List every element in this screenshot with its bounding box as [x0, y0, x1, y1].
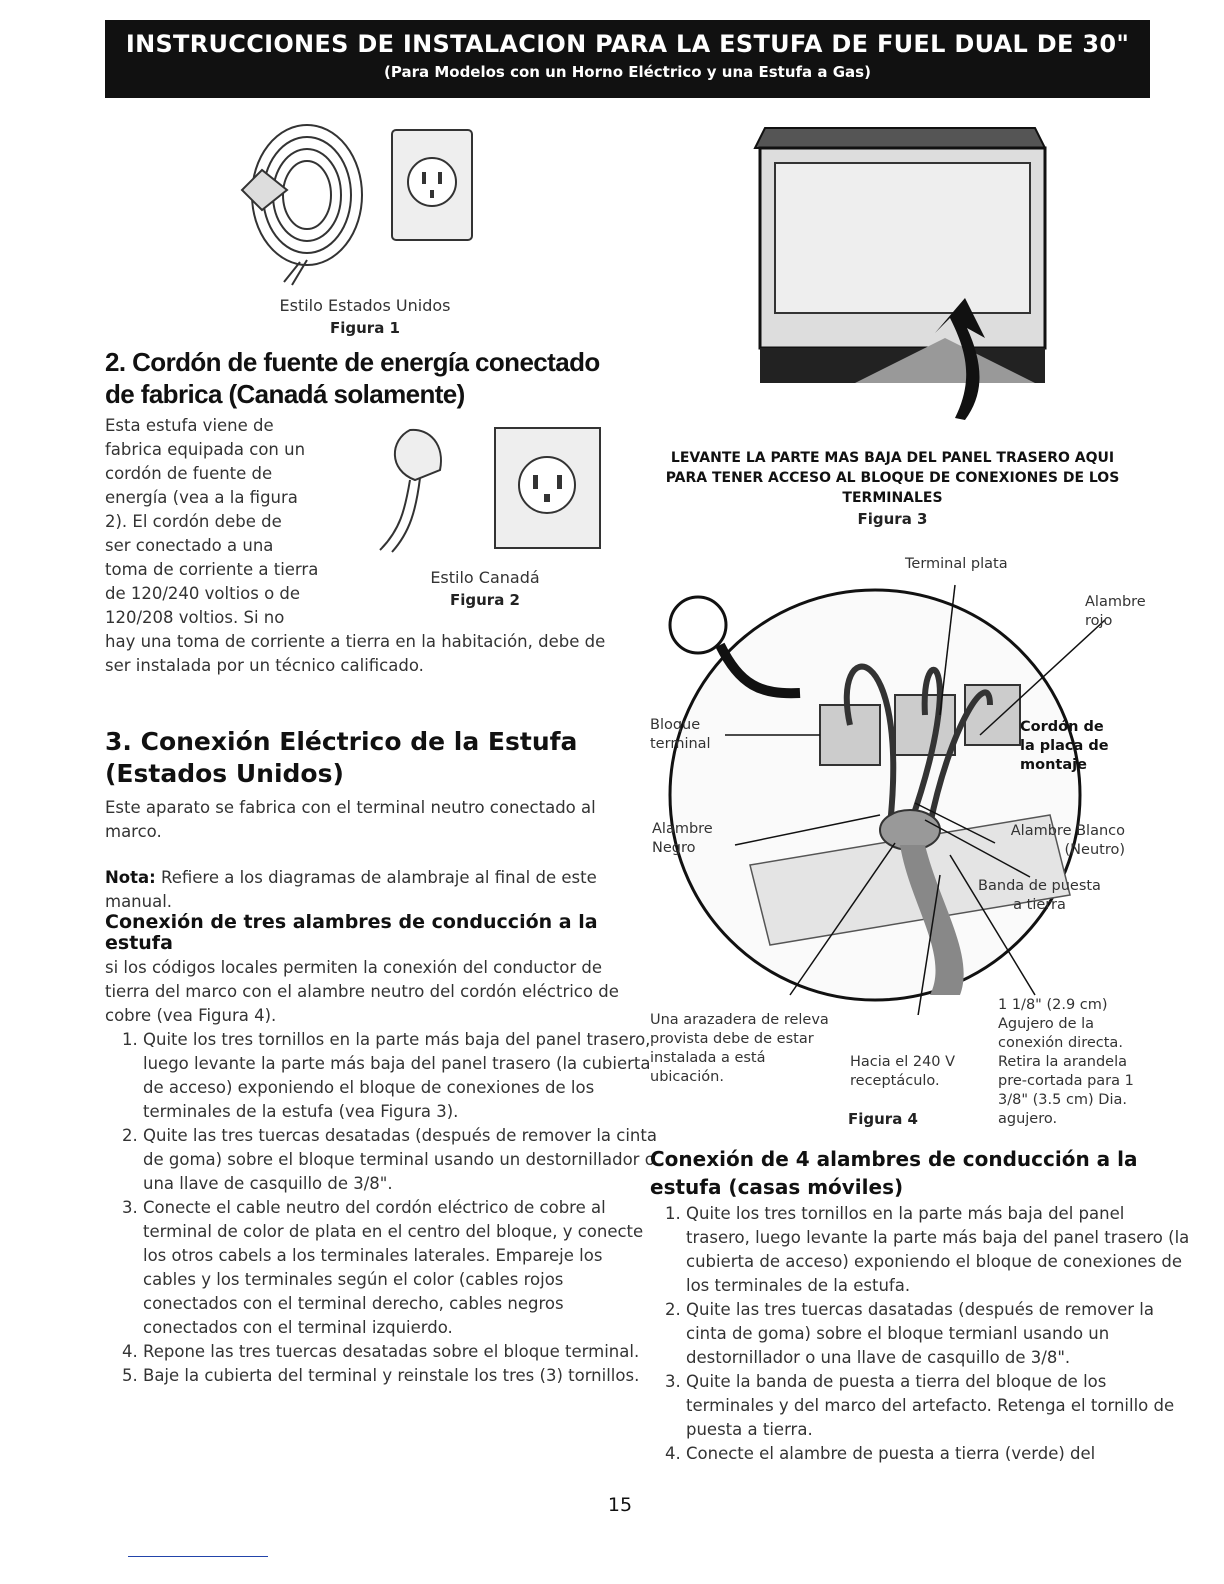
- header-title: INSTRUCCIONES DE INSTALACION PARA LA ESTUFA DE FUEL DUAL DE 30": [125, 30, 1130, 58]
- section2-title: 2. Cordón de fuente de energía conectado de fabrica (Canadá solamente): [105, 347, 600, 409]
- section3-steps: [105, 1028, 658, 1388]
- note-text: Refiere a los diagramas de alambraje al final de este manual.: [105, 868, 597, 911]
- section2-line: 2). El cordón debe de: [105, 512, 282, 531]
- section2-line: 120/208 voltios. Si no: [105, 608, 285, 627]
- section2-line: ser conectado a una: [105, 536, 274, 555]
- header-banner: [105, 20, 1150, 98]
- list-item: 2. Quite las tres tuercas dasatadas (después de remover la cinta de goma) sobre el bloque termianl usando un destornillador o una llave de casquillo de 3/8".: [686, 1298, 1191, 1370]
- section3-note: [105, 866, 620, 914]
- label-alambre-blanco: Alambre Blanco (Neutro): [1010, 823, 1125, 858]
- section3-title: 3. Conexión Eléctrico de la Estufa (Estados Unidos): [105, 727, 578, 788]
- label-cordon-placa: Cordón de la placa de montaje: [1020, 719, 1109, 773]
- label-alambre-rojo: Alambre rojo: [1085, 594, 1146, 629]
- section3-subintro: si los códigos locales permiten la conexión del conductor de tierra del marco con el alambre neutro del cordón eléctrico de cobre (vea Figura 4).: [105, 958, 619, 1025]
- figure2-plug-illustration: [370, 420, 610, 560]
- label-banda-tierra: Banda de puesta a tierra: [978, 878, 1101, 913]
- label-alambre-negro: Alambre Negro: [652, 821, 713, 856]
- section2-line: toma de corriente a tierra: [105, 560, 319, 579]
- figure3-range-illustration: [745, 108, 1060, 428]
- list-item: 4. Repone las tres tuercas desatadas sobre el bloque terminal.: [143, 1340, 658, 1364]
- section2-tail: hay una toma de corriente a tierra en la habitación, debe de ser instalada por un técnico calificado.: [105, 632, 606, 675]
- section2-body-lines: [105, 414, 395, 630]
- figure2-label: Figura 2: [450, 591, 520, 609]
- header-subtitle: (Para Modelos con un Horno Eléctrico y una Estufa a Gas): [384, 63, 871, 81]
- figure3-label: Figura 3: [857, 510, 928, 528]
- label-agujero: 1 1/8" (2.9 cm) Agujero de la conexión directa. Retira la arandela pre-cortada para 1 3/8" (3.5 cm) Dia. agujero.: [998, 997, 1134, 1127]
- list-item: 1. Quite los tres tornillos en la parte más baja del panel trasero, luego levante la parte más baja del panel trasero (la cubierta de acceso) exponiendo el bloque de conexiones de los terminales de la estufa (vea Figura 3).: [143, 1028, 658, 1124]
- figure1-cord-illustration: [232, 110, 482, 300]
- figure4-wiring-diagram: [650, 575, 1150, 1015]
- figure2-caption: Estilo Canadá: [430, 568, 540, 587]
- list-item: 5. Baje la cubierta del terminal y reinstale los tres (3) tornillos.: [143, 1364, 658, 1388]
- list-item: 3. Conecte el cable neutro del cordón eléctrico de cobre al terminal de color de plata en el centro del bloque, y conecte los otros cabels a los terminales laterales. Empareje los cables y los terminales según el color (cables rojos conectados con el terminal derecho, cables negros conectados con el terminal izquierdo.: [143, 1196, 658, 1340]
- footer-rule: [128, 1556, 268, 1557]
- section4-steps: [648, 1202, 1191, 1466]
- section3-subheading: Conexión de tres alambres de conducción a la estufa: [105, 911, 598, 954]
- figure4-label: Figura 4: [848, 1110, 918, 1128]
- page-number: 15: [607, 1494, 633, 1516]
- label-hacia-240v: Hacia el 240 V receptáculo.: [850, 1054, 956, 1089]
- note-label: Nota:: [105, 868, 156, 887]
- label-terminal-plata: Terminal plata: [905, 556, 1008, 572]
- list-item: 2. Quite las tres tuercas desatadas (después de remover la cinta de goma) sobre el bloque terminal usando un destornillador o una llave de casquillo de 3/8".: [143, 1124, 658, 1196]
- section2-line: de 120/240 voltios o de: [105, 584, 301, 603]
- list-item: 3. Quite la banda de puesta a tierra del bloque de los terminales y del marco del artefacto. Retenga el tornillo de puesta a tierra.: [686, 1370, 1191, 1442]
- figure1-caption: Estilo Estados Unidos: [279, 296, 451, 315]
- label-arazadera: Una arazadera de releva provista debe de estar instalada a está ubicación.: [650, 1012, 829, 1085]
- label-bloque-terminal: Bloque terminal: [650, 717, 711, 752]
- section4-title: Conexión de 4 alambres de conducción a la estufa (casas móviles): [650, 1147, 1138, 1199]
- section2-line: fabrica equipada con un: [105, 440, 306, 459]
- figure3-warning: LEVANTE LA PARTE MAS BAJA DEL PANEL TRASERO AQUI PARA TENER ACCESO AL BLOQUE DE CONEXIONES DE LOS TERMINALES: [665, 450, 1120, 506]
- section2-line: energía (vea a la figura: [105, 488, 298, 507]
- section2-line: cordón de fuente de: [105, 464, 273, 483]
- figure1-label: Figura 1: [330, 319, 400, 337]
- section2-line: Esta estufa viene de: [105, 416, 274, 435]
- section3-intro: Este aparato se fabrica con el terminal neutro conectado al marco.: [105, 798, 596, 841]
- list-item: 1. Quite los tres tornillos en la parte más baja del panel trasero, luego levante la parte más baja del panel trasero (la cubierta de acceso) exponiendo el bloque de conexiones de los terminales de la estufa.: [686, 1202, 1191, 1298]
- list-item: 4. Conecte el alambre de puesta a tierra (verde) del: [686, 1442, 1191, 1466]
